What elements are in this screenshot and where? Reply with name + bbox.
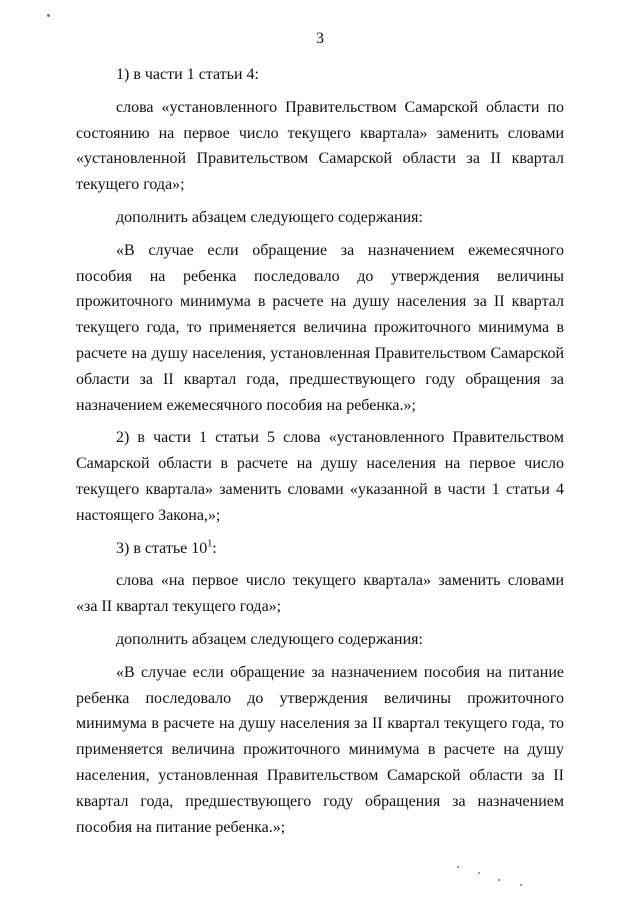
paragraph-4: «В случае если обращение за назначением ежемесячного пособия на ребенка последовало до утверждения величины прожиточного минимума в расчете на душу населения за II квартал текущего года, то применяется величина прожиточного минимума в расчете на душу населения, установленная Правительством Самарской области за II квартал года, предшествующего году обращения за назначением ежемесячного пособия на ребенка.»; (76, 241, 564, 414)
scan-speck (47, 14, 50, 17)
paragraph-2: слова «установленного Правительством Самарской области по состоянию на первое число текущего квартала» заменить словами «установленной Правительством Самарской области за II квартал текущего года»; (76, 98, 564, 194)
scan-speck (478, 872, 480, 874)
paragraph-6-text: 3) в статье 10 (116, 539, 208, 557)
scan-speck (457, 866, 459, 868)
paragraph-5: 2) в части 1 статьи 5 слова «установленного Правительством Самарской области в расчете на душу населения на первое число текущего квартала» заменить словами «указанной в части 1 статьи 4 настоящего Закона,»; (76, 429, 564, 524)
paragraph-3: дополнить абзацем следующего содержания: (116, 208, 423, 226)
paragraph-6-colon: : (212, 539, 217, 557)
paragraph-9: «В случае если обращение за назначением пособия на питание ребенка последовало до утверждения величины прожиточного минимума в расчете на душу населения за II квартал текущего года, то применяется величина прожиточного минимума в расчете на душу населения, установленная Правительством Самарской области за II квартал года, предшествующего году обращения за назначением пособия на питание ребенка.»; (76, 663, 564, 836)
paragraph-1: 1) в части 1 статьи 4: (116, 66, 259, 83)
document-body (76, 62, 564, 847)
scan-speck (520, 884, 522, 886)
paragraph-8: дополнить абзацем следующего содержания: (116, 630, 423, 648)
paragraph-6 (76, 536, 564, 562)
scan-speck (498, 879, 500, 881)
superscript: 1 (207, 538, 213, 550)
page-number: 3 (316, 30, 324, 47)
paragraph-7: слова «на первое число текущего квартала» заменить словами «за II квартал текущего года»; (76, 572, 564, 616)
